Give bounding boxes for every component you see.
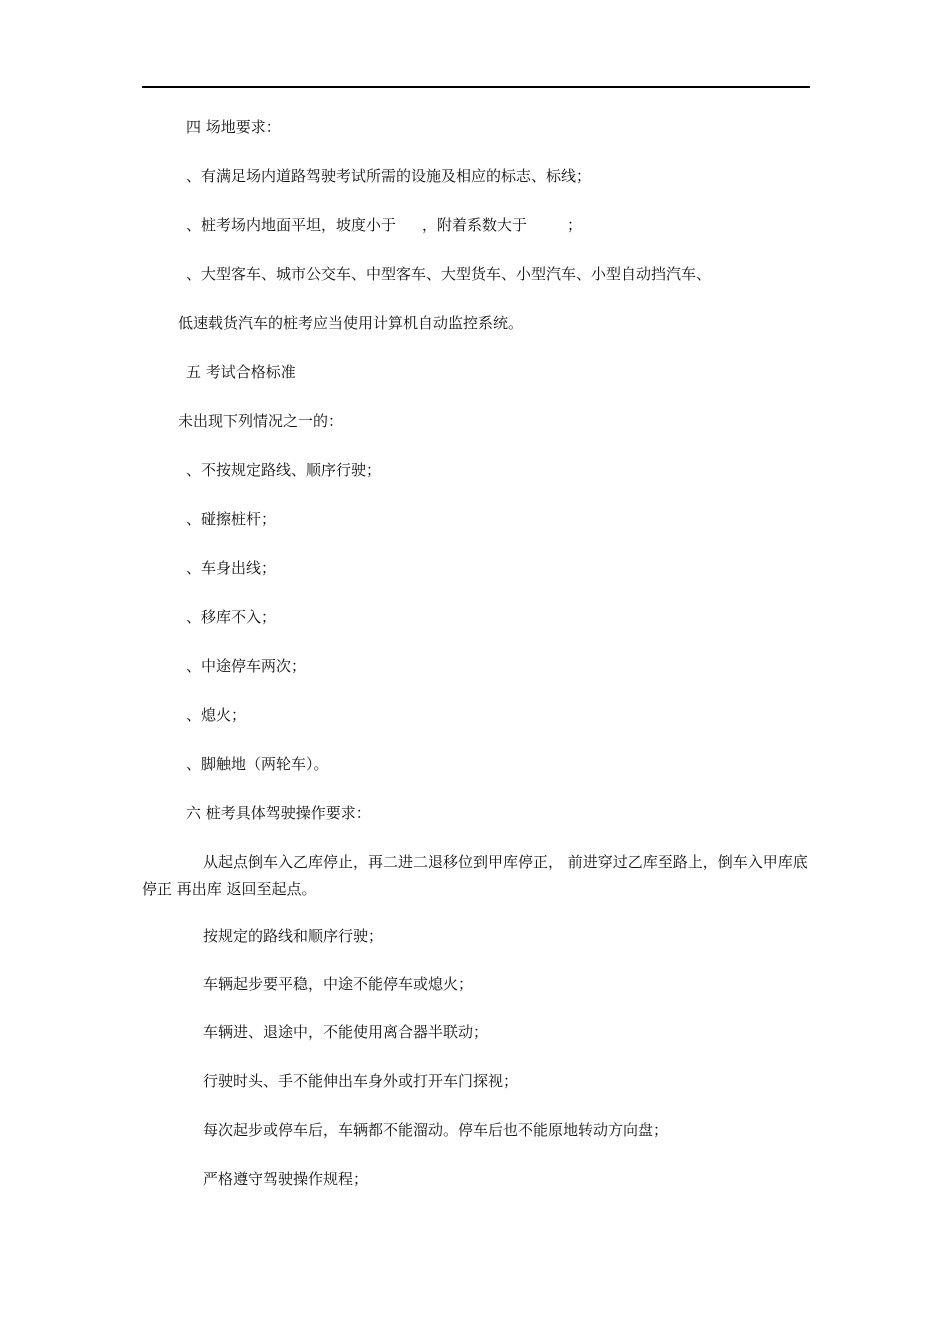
list-item: 车辆起步要平稳，中途不能停车或熄火； xyxy=(203,975,474,993)
heading-pass-standard: 五 考试合格标准 xyxy=(186,363,296,381)
list-item: 按规定的路线和顺序行驶； xyxy=(203,927,384,945)
list-item: 、碰擦桩杆； xyxy=(186,510,277,528)
list-item: 、有满足场内道路驾驶考试所需的设施及相应的标志、标线； xyxy=(186,167,592,185)
list-item-text: 、桩考场内地面平坦，坡度小于 xyxy=(186,216,397,234)
header-rule xyxy=(142,86,810,88)
list-item: 行驶时头、手不能伸出车身外或打开车门探视； xyxy=(203,1072,519,1090)
list-item-text: ，附着系数大于 xyxy=(422,216,528,234)
list-item: 、中途停车两次； xyxy=(186,657,307,675)
list-item: 、移库不入； xyxy=(186,608,277,626)
list-item: 严格遵守驾驶操作规程； xyxy=(203,1170,369,1188)
heading-site-requirements: 四 场地要求： xyxy=(186,118,281,136)
heading-operation-requirements: 六 桩考具体驾驶操作要求： xyxy=(186,804,371,822)
paragraph-body: 从起点倒车入乙库停止，再二进二退移位到甲库停正， 前进穿过乙库至路上，倒车入甲库底停正 再出库 返回至起点。 xyxy=(142,853,808,898)
list-item-text: ； xyxy=(567,216,583,234)
list-item: 、大型客车、城市公交车、中型客车、大型货车、小型汽车、小型自动挡汽车、 xyxy=(186,265,712,283)
paragraph-text: 未出现下列情况之一的： xyxy=(178,412,344,430)
list-item: 、不按规定路线、顺序行驶； xyxy=(186,461,382,479)
paragraph-text: 低速载货汽车的桩考应当使用计算机自动监控系统。 xyxy=(178,314,524,332)
list-item: 、脚触地（两轮车）。 xyxy=(186,755,329,773)
list-item: 、熄火； xyxy=(186,706,247,724)
list-item: 、车身出线； xyxy=(186,559,277,577)
list-item xyxy=(186,215,582,235)
list-item: 每次起步或停车后，车辆都不能溜动。停车后也不能原地转动方向盘； xyxy=(203,1121,669,1139)
paragraph-text xyxy=(142,849,812,903)
list-item: 车辆进、退途中，不能使用离合器半联动； xyxy=(203,1023,489,1041)
